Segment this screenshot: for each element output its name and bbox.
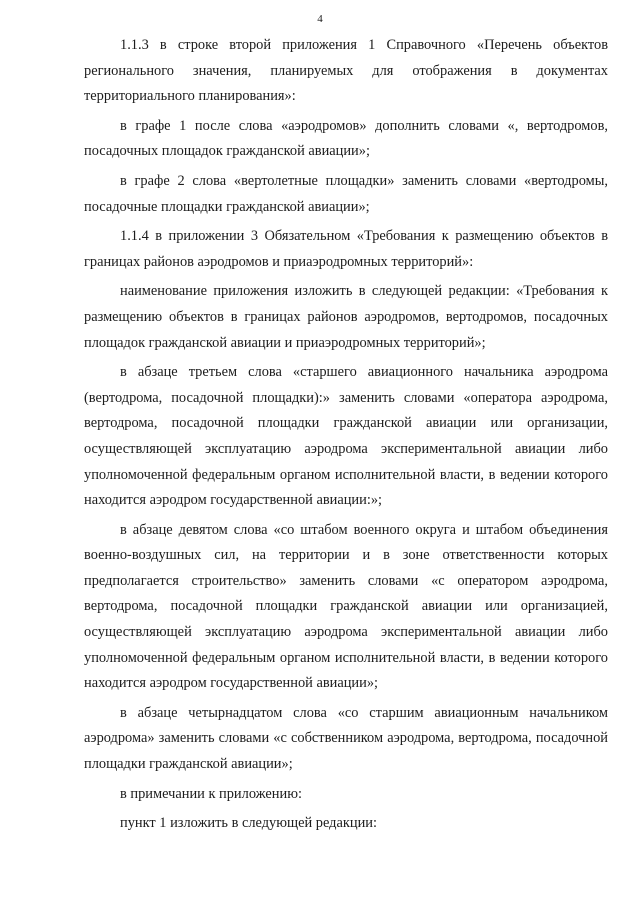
page-number: 4	[317, 13, 323, 25]
paragraph-note: в примечании к приложению:	[120, 785, 302, 802]
paragraph-fourteenth: в абзаце четырнадцатом слова «со старшим авиационным начальником аэродрома» заменить словами «с собственником аэродрома, вертодрома, посадочной площадки гражданской авиации»;	[84, 704, 608, 773]
paragraph-third: в абзаце третьем слова «старшего авиационного начальника аэродрома (вертодрома, посадочной площадки):» заменить словами «оператора аэродрома, вертодрома, посадочной площадки гражданской авиации или организации, осуществляющей эксплуатацию аэродрома экспериментальной авиации либо уполномоченной федеральным органом исполнительной власти, в ведении которого находится аэродром государственной авиации:»;	[84, 364, 608, 509]
paragraph-item-1: пункт 1 изложить в следующей редакции:	[120, 815, 377, 832]
paragraph-column-2: в графе 2 слова «вертолетные площадки» заменить словами «вертодромы, посадочные площадки гражданской авиации»;	[84, 172, 608, 215]
paragraph-1-1-3: 1.1.3 в строке второй приложения 1 Справочного «Перечень объектов регионального значения, планируемых для отображения в документах территориального планирования»:	[84, 37, 608, 105]
paragraph-1-1-4: 1.1.4 в приложении 3 Обязательном «Требования к размещению объектов в границах районов аэродромов и приаэродромных территорий»:	[84, 228, 608, 270]
paragraph-column-1: в графе 1 после слова «аэродромов» дополнить словами «, вертодромов, посадочных площадок гражданской авиации»;	[84, 117, 608, 160]
paragraph-appendix-title: наименование приложения изложить в следующей редакции: «Требования к размещению объектов в границах районов аэродромов, вертодромов, посадочных площадок гражданской авиации и приаэродромных территорий»;	[84, 283, 608, 351]
paragraph-ninth: в абзаце девятом слова «со штабом военного округа и штабом объединения военно-воздушных сил, на территории и в зоне ответственности которых предполагается строительство» заменить словами «с оператором аэродрома, вертодрома, посадочной площадки гражданской авиации или организацией, осуществляющей эксплуатацию аэродрома экспериментальной авиации либо уполномоченной федеральным органом исполнительной власти, в ведении которого находится аэродром государственной авиации»;	[84, 521, 608, 692]
document-body	[84, 33, 608, 841]
